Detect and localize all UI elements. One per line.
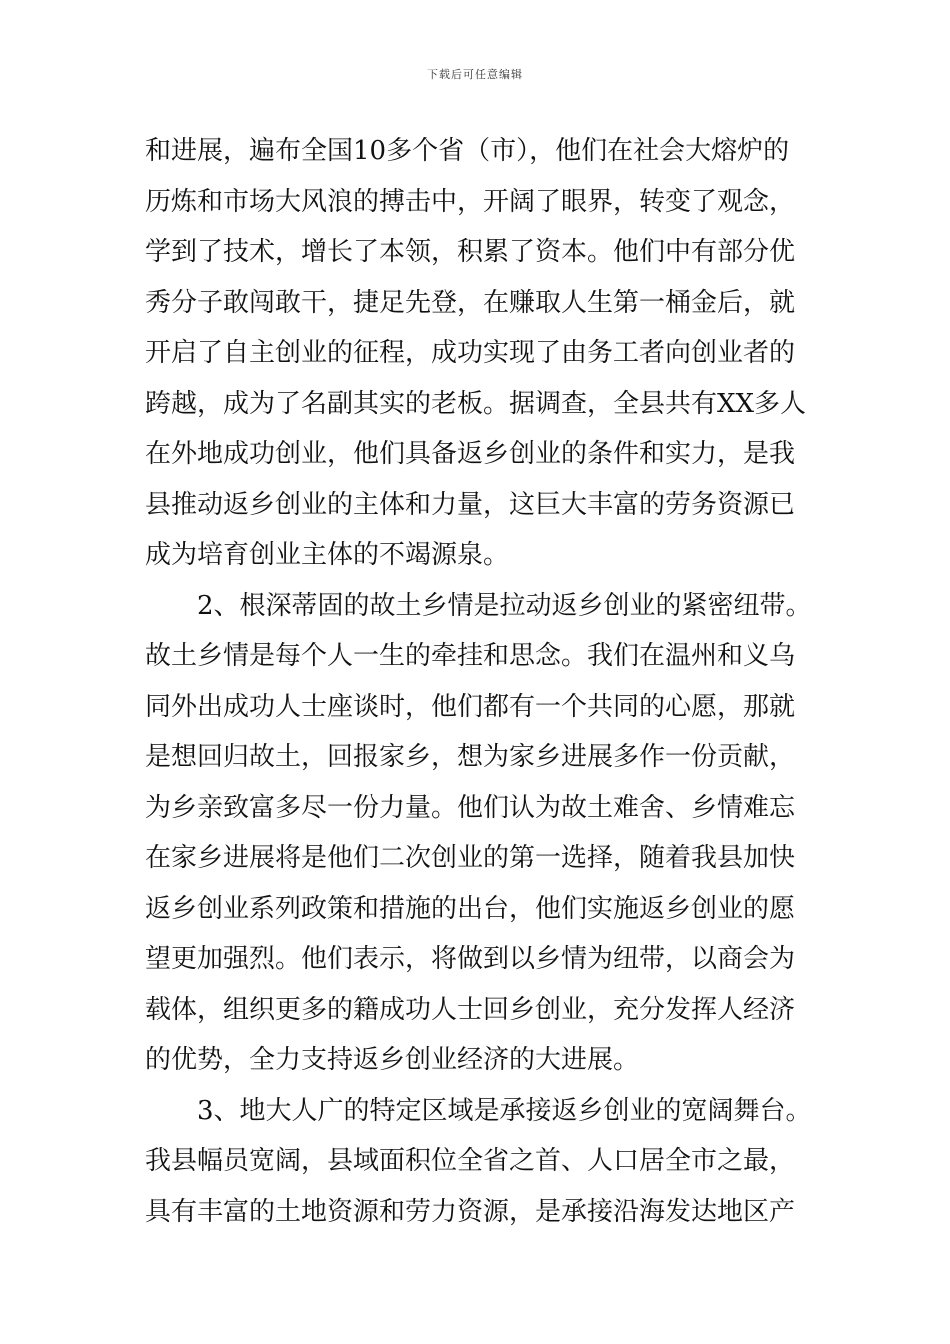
body-text — [145, 126, 815, 1237]
text-line: 在家乡进展将是他们二次创业的第一选择，随着我县加快 — [145, 843, 796, 873]
text-line: 的优势，全力支持返乡创业经济的大进展。 — [145, 1045, 640, 1075]
text-line: 和进展，遍布全国10多个省（市），他们在社会大熔炉的 — [145, 136, 790, 166]
text-line: 成为培育创业主体的不竭源泉。 — [145, 540, 510, 570]
text-line: 开启了自主创业的征程，成功实现了由务工者向创业者的 — [145, 338, 796, 368]
text-line: 望更加强烈。他们表示，将做到以乡情为纽带，以商会为 — [145, 944, 796, 974]
text-line: 故土乡情是每个人一生的牵挂和思念。我们在温州和义乌 — [145, 641, 796, 671]
text-line: 为乡亲致富多尽一份力量。他们认为故土难舍、乡情难忘 — [145, 792, 796, 823]
text-line: 同外出成功人士座谈时，他们都有一个共同的心愿，那就 — [145, 691, 796, 722]
text-line: 县推动返乡创业的主体和力量，这巨大丰富的劳务资源已 — [145, 489, 796, 520]
paragraph-2-heading-line: 2、根深蒂固的故土乡情是拉动返乡创业的紧密纽带。 — [145, 590, 812, 621]
text-line: 载体，组织更多的籍成功人士回乡创业，充分发挥人经济 — [145, 994, 796, 1025]
header-note: 下载后可任意编辑 — [427, 68, 523, 81]
text-line: 返乡创业系列政策和措施的出台，他们实施返乡创业的愿 — [145, 893, 796, 924]
text-line: 是想回归故土，回报家乡，想为家乡进展多作一份贡献， — [145, 742, 796, 772]
text-line: 在外地成功创业，他们具备返乡创业的条件和实力，是我 — [145, 439, 796, 469]
text-line: 秀分子敢闯敢干，捷足先登，在赚取人生第一桶金后，就 — [145, 287, 796, 318]
text-line: 具有丰富的土地资源和劳力资源，是承接沿海发达地区产 — [145, 1196, 796, 1227]
text-line: 历炼和市场大风浪的搏击中，开阔了眼界，转变了观念， — [145, 186, 796, 217]
text-line: 跨越，成为了名副其实的老板。据调查，全县共有XX多人 — [145, 388, 807, 419]
text-line: 我县幅员宽阔，县域面积位全省之首、人口居全市之最， — [145, 1146, 796, 1176]
paragraph-3-heading-line: 3、地大人广的特定区域是承接返乡创业的宽阔舞台。 — [145, 1095, 812, 1126]
text-line: 学到了技术，增长了本领，积累了资本。他们中有部分优 — [145, 237, 796, 267]
